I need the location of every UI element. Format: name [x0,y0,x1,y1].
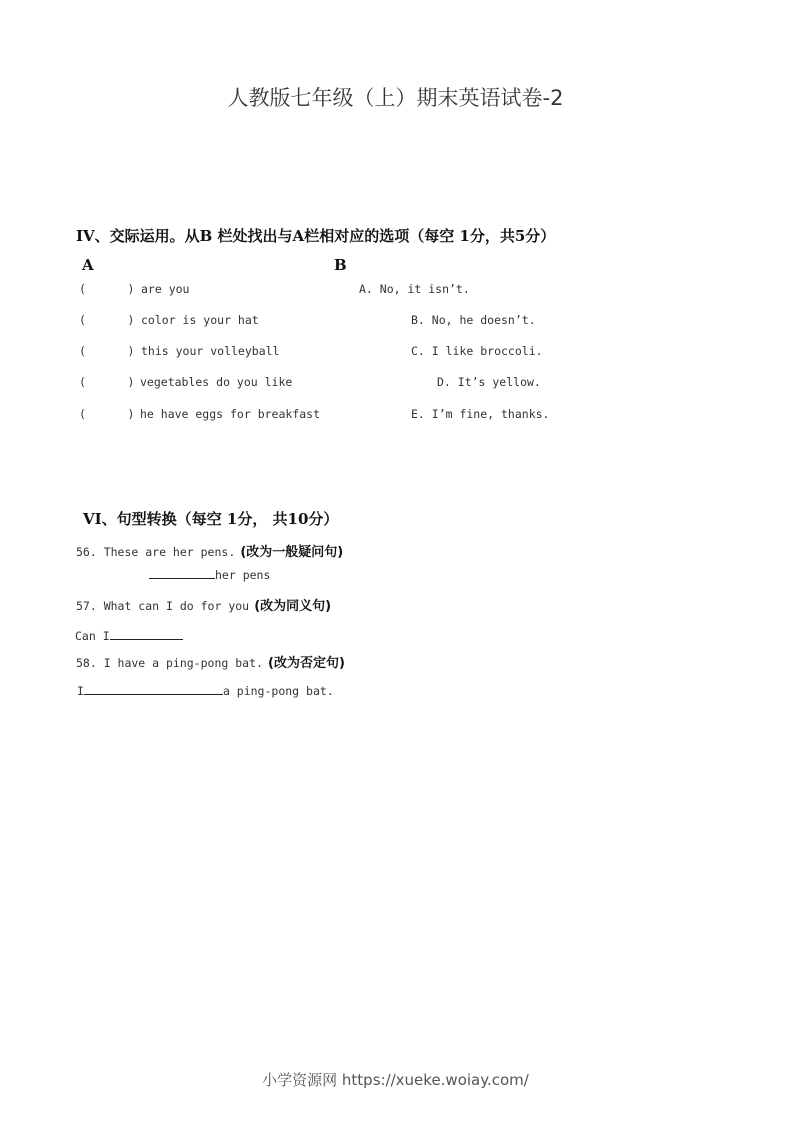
b-item: C. I like broccoli. [411,344,543,358]
answer-bracket[interactable]: ( ) [79,313,135,327]
answer-blank[interactable] [110,627,183,640]
a-item: color is your hat [141,313,259,327]
section6-heading: VI、句型转换（每空 1分， 共10分） [83,510,339,528]
question-hint: (改为否定句) [268,656,345,671]
page-title: 人教版七年级（上）期末英语试卷-2 [227,86,564,110]
answer-prefix: I [77,684,84,698]
question-56 [76,542,343,562]
question-57 [76,596,331,616]
b-item: D. It’s yellow. [437,375,541,389]
answer-suffix: a ping-pong bat. [222,684,334,698]
column-a-label: A [82,256,94,274]
footer-watermark: 小学资源网 https://xueke.woiay.com/ [262,1071,529,1089]
b-item: E. I’m fine, thanks. [411,407,550,421]
a-item: he have eggs for breakfast [140,407,321,421]
question-text: 56. These are her pens. [76,545,236,559]
column-b-label: B [334,256,347,274]
answer-bracket[interactable]: ( ) [79,344,135,358]
a-item: vegetables do you like [140,375,293,389]
answer-bracket[interactable]: ( ) [79,407,135,421]
answer-prefix: Can I [75,629,110,643]
answer-57 [75,626,183,645]
answer-suffix: her pens [215,568,271,582]
answer-blank[interactable] [84,682,223,695]
b-item: B. No, he doesn’t. [411,313,536,327]
a-item: this your volleyball [141,344,280,358]
answer-58 [77,681,334,700]
question-text: 57. What can I do for you [76,599,250,613]
answer-bracket[interactable]: ( ) [79,375,135,389]
b-item: A. No, it isn’t. [359,282,470,296]
question-hint: (改为同义句) [254,599,332,614]
answer-blank[interactable] [149,566,215,579]
question-text: 58. I have a ping-pong bat. [76,656,263,670]
question-58 [76,653,345,673]
answer-56 [149,565,270,584]
question-hint: (改为一般疑问句) [240,545,344,560]
answer-bracket[interactable]: ( ) [79,282,135,296]
a-item: are you [141,282,190,296]
section4-heading: IV、交际运用。从B 栏处找出与A栏相对应的选项（每空 1分，共5分） [76,227,556,245]
